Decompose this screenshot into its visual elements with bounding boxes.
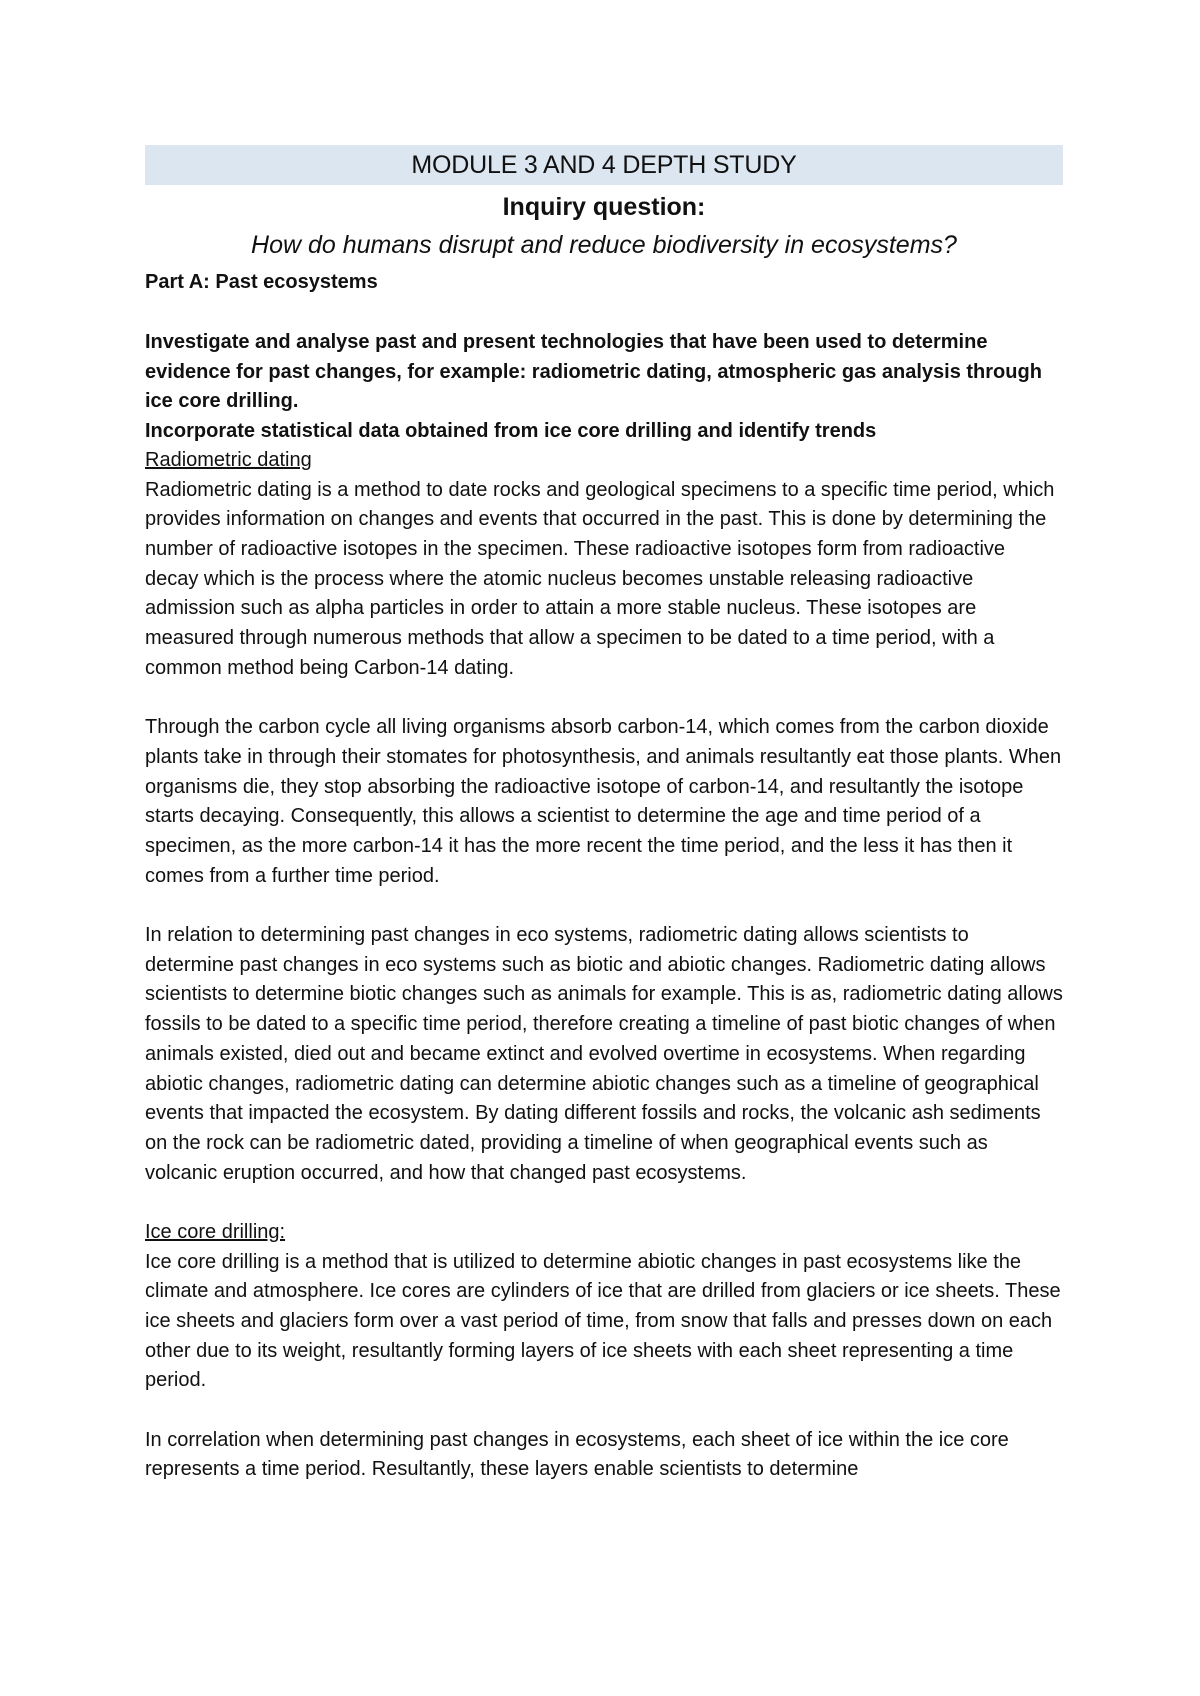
ice-core-drilling-heading: Ice core drilling:	[145, 1221, 286, 1244]
document-title: MODULE 3 AND 4 DEPTH STUDY	[145, 145, 1063, 185]
inquiry-label: Inquiry question:	[502, 193, 706, 221]
radiometric-paragraph-1: Radiometric dating is a method to date rocks and geological specimens to a specific time period, which provides information on changes and events that occurred in the past. This is done by determining the number of radioactive isotopes in the specimen. These radioactive isotopes form from radioactive decay which is the process where the atomic nucleus becomes unstable releasing radioactive admission such as alpha particles in order to attain a more stable nucleus. These isotopes are measured through numerous methods that allow a specimen to be dated to a time period, with a common method being Carbon-14 dating.	[145, 478, 1055, 679]
ice-core-paragraph-1: Ice core drilling is a method that is utilized to determine abiotic changes in past ecosystems like the climate and atmosphere. Ice cores are cylinders of ice that are drilled from glaciers or ice sheets. These ice sheets and glaciers form over a vast period of time, from snow that falls and presses down on each other due to its weight, resultantly forming layers of ice sheets with each sheet representing a time period.	[145, 1250, 1061, 1392]
blank-line	[145, 1396, 1063, 1426]
task-statement-1: Investigate and analyse past and present technologies that have been used to determine evidence for past changes, for example: radiometric dating, atmospheric gas analysis through ice core drilling.	[145, 331, 1042, 412]
radiometric-paragraph-2: Through the carbon cycle all living organisms absorb carbon-14, which comes from the carbon dioxide plants take in through their stomates for photosynthesis, and animals resultantly eat those plants. When organisms die, they stop absorbing the radioactive isotope of carbon-14, and resultantly the isotope starts decaying. Consequently, this allows a scientist to determine the age and time period of a specimen, as the more carbon-14 it has the more recent the time period, and the less it has then it comes from a further time period.	[145, 716, 1062, 887]
radiometric-paragraph-3: In relation to determining past changes in eco systems, radiometric dating allows scientists to determine past changes in eco systems such as biotic and abiotic changes. Radiometric dating allows scientists to determine biotic changes such as animals for example. This is as, radiometric dating allows fossils to be dated to a specific time period, therefore creating a timeline of past biotic changes of when animals existed, died out and became extinct and evolved overtime in ecosystems. When regarding abiotic changes, radiometric dating can determine abiotic changes such as a timeline of geographical events that impacted the ecosystem. By dating different fossils and rocks, the volcanic ash sediments on the rock can be radiometric dated, providing a timeline of when geographical events such as volcanic eruption occurred, and how that changed past ecosystems.	[145, 924, 1063, 1184]
blank-line	[145, 891, 1063, 921]
ice-core-paragraph-2: In correlation when determining past changes in ecosystems, each sheet of ice within the ice core represents a time period. Resultantly, these layers enable scientists to determine	[145, 1428, 1009, 1481]
blank-line	[145, 299, 1063, 328]
inquiry-question: How do humans disrupt and reduce biodiversity in ecosystems?	[251, 231, 957, 259]
document-page	[145, 145, 1063, 1485]
blank-line	[145, 683, 1063, 713]
radiometric-dating-heading: Radiometric dating	[145, 449, 312, 471]
part-heading: Part A: Past ecosystems	[145, 271, 378, 293]
task-statement-2: Incorporate statistical data obtained from ice core drilling and identify trends	[145, 419, 877, 442]
blank-line	[145, 1188, 1063, 1218]
